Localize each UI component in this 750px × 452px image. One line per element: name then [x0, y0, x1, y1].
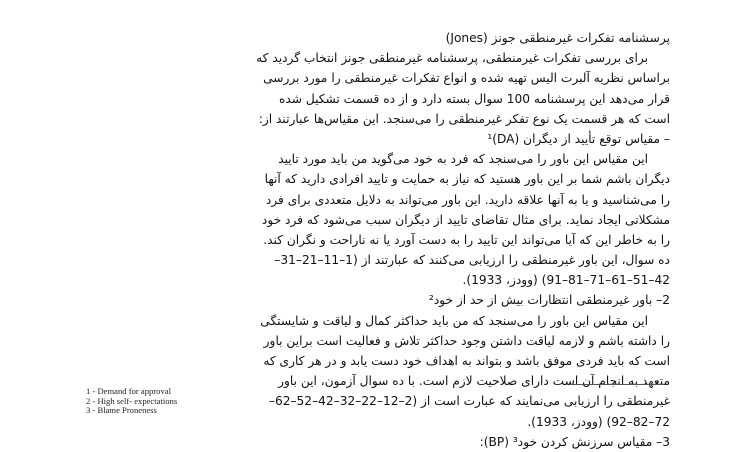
- section-title: پرسشنامه تفکرات غیرمنطقی جونز (Jones): [445, 31, 670, 45]
- paragraph-line: ده سوال، این باور غیرمنطقی را ارزیابی می‌کنند که عبارتند از (1–11–21–31–: [274, 253, 670, 268]
- paragraph-line: متعهد به انجام آن است دارای صلاحیت لازم است. با ده سوال آزمون، این باور: [278, 374, 670, 389]
- subheading-blame-proneness: 3– مقیاس سرزنش کردن خود³ (BP):: [479, 434, 670, 449]
- paragraph-line: این مقیاس این باور را می‌سنجد که من باید حداکثر کمال و لیاقت و شایستگی: [260, 313, 648, 328]
- paragraph-line: 72–82–92) (وودز، 1933).: [527, 414, 670, 429]
- paragraph-line: دیگران باشم شما بر این باور هستید که نیاز به حمایت و تایید افرادی دارید که آنها: [264, 172, 670, 187]
- paragraph-line: مشکلاتی ایجاد نماید. برای مثال تقاضای تایید از دیگران سبب می‌شود که فرد خود: [261, 212, 670, 227]
- paragraph-line: است که هر قسمت یک نوع تفکر غیرمنطقی را می‌سنجد. این مقیاس‌ها عبارتند از:: [258, 111, 670, 126]
- paragraph-line: برای بررسی تفکرات غیرمنطقی، پرسشنامه غیرمنطقی جونز انتخاب گردید که: [256, 51, 648, 66]
- footnote-2: 2 - High self- expectations: [86, 395, 178, 406]
- footnote-1: 1 - Demand for approval: [86, 386, 171, 396]
- footnote-3: 3 - Blame Proneness: [86, 405, 157, 416]
- paragraph-line: را می‌شناسید و یا به آنها علاقه دارید. این باور می‌تواند به دلایل متعددی برای فرد: [265, 192, 670, 207]
- subheading-da: – مقیاس توقع تأیید از دیگران (DA)¹: [487, 131, 670, 146]
- paragraph-line: قرار می‌دهد این پرسشنامه 100 سوال بسته دارد و از ده قسمت تشکیل شده: [278, 91, 670, 106]
- paragraph-line: براساس نظریه آلبرت الیس تهیه شده و انواع تفکرات غیرمنطقی را مورد بررسی: [263, 71, 670, 86]
- paragraph-line: این مقیاس این باور را می‌سنجد که فرد به خود می‌گوید من باید مورد تایید: [278, 152, 648, 167]
- subheading-high-self-expectations: 2– باور غیرمنطقی انتظارات بیش از حد از خود²: [428, 293, 670, 308]
- footnote-divider: [570, 384, 664, 385]
- paragraph-line: را داشته باشم و لازمه لیاقت داشتن وجود حداکثر تلاش و فعالیت است براین باور: [263, 333, 670, 348]
- paragraph-line: غیرمنطقی را ارزیابی می‌نمایند که عبارت است از (2–12–22–32–42–52–62–: [268, 394, 670, 409]
- paragraph-line: 42–51–61–71–81–91) (وودز، 1933).: [462, 273, 670, 288]
- paragraph-line: را به خاطر این که آیا می‌تواند این تایید را به دست آورد یا نه ناراحت و نگران کند.: [263, 232, 670, 247]
- footnotes: [86, 387, 177, 416]
- paragraph-line: است که باید فردی موفق باشد و بتواند به اهداف خود دست یابد و در هر کاری که: [263, 354, 670, 368]
